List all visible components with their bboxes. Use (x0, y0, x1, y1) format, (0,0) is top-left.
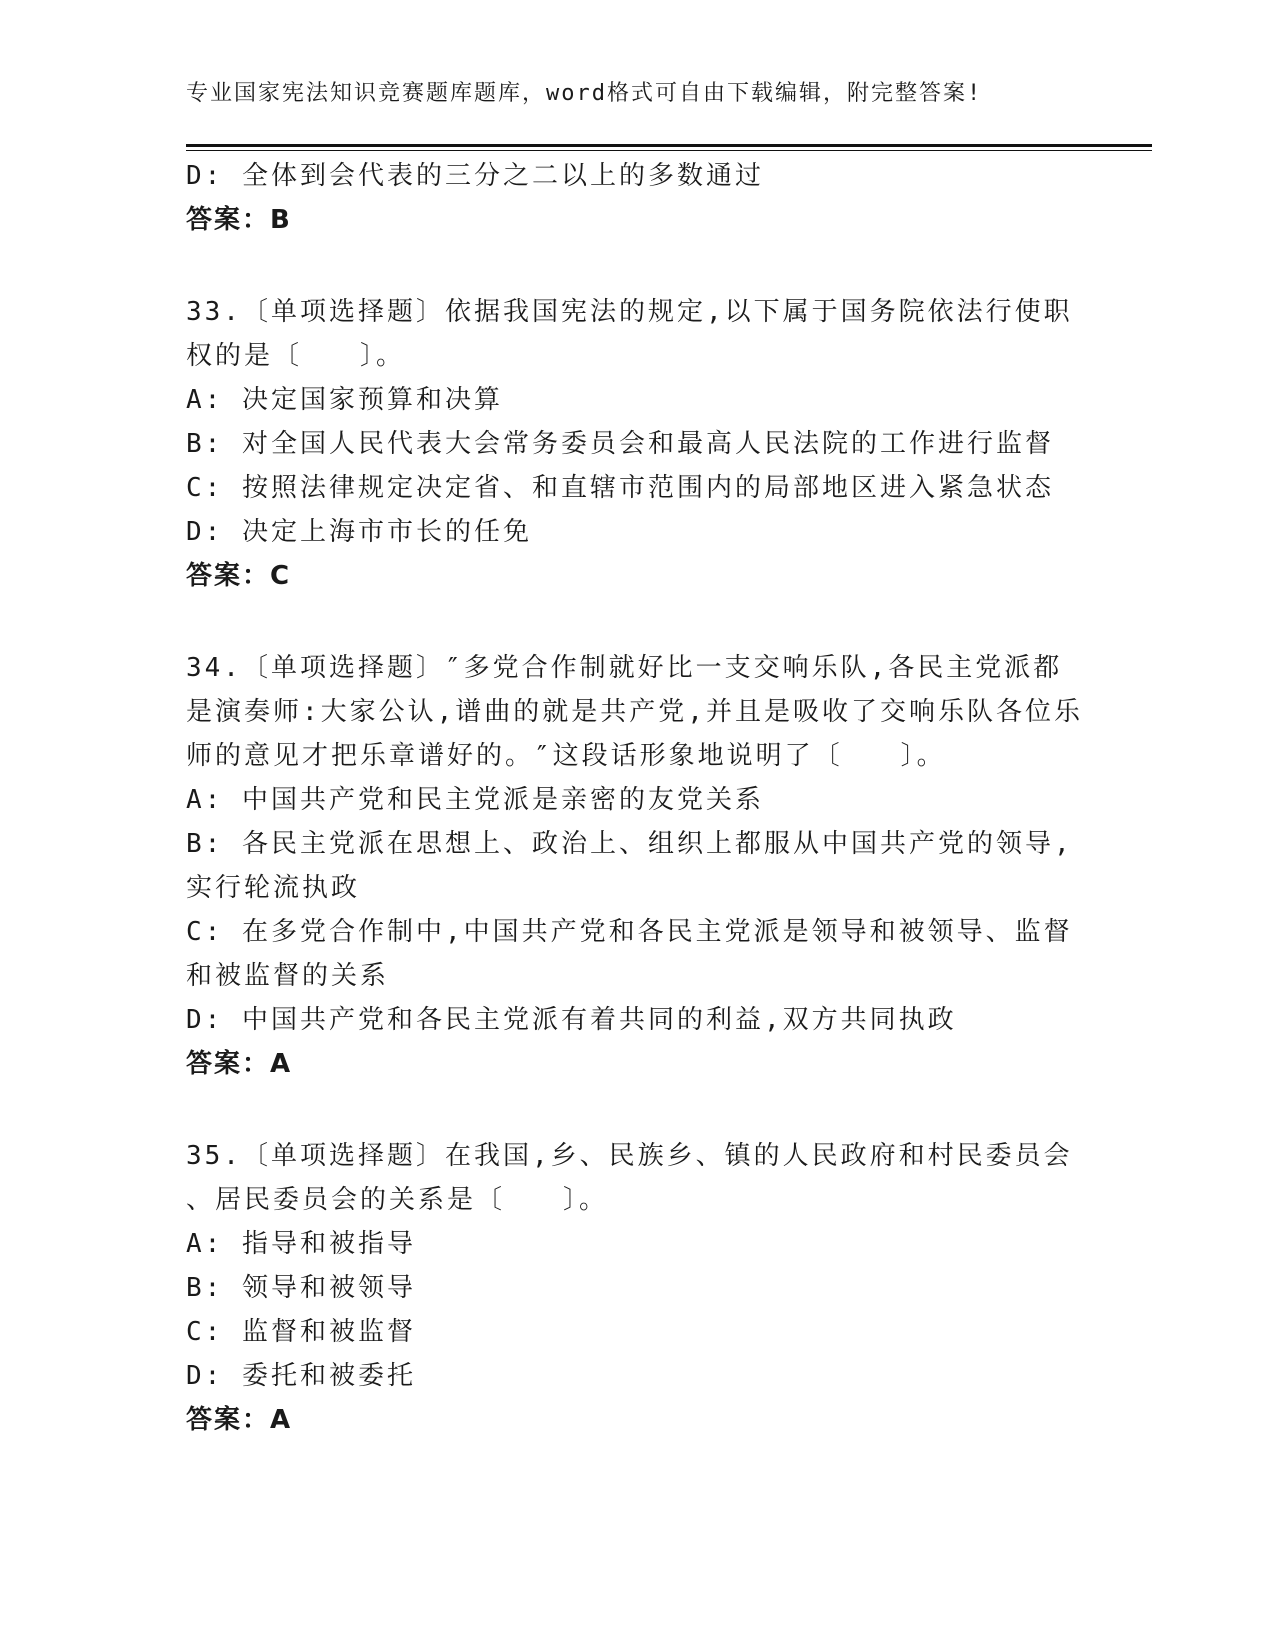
q35-option-c: C: 监督和被监督 (186, 1317, 416, 1347)
q33-option-c: C: 按照法律规定决定省、和直辖市范围内的局部地区进入紧急状态 (186, 473, 1054, 503)
q34-stem-line3: 师的意见才把乐章谱好的。″这段话形象地说明了〔 〕。 (186, 741, 946, 771)
q33-option-b: B: 对全国人民代表大会常务委员会和最高人民法院的工作进行监督 (186, 429, 1054, 459)
q34-option-c-line1: C: 在多党合作制中,中国共产党和各民主党派是领导和被领导、监督 (186, 917, 1073, 947)
q34-option-b-line2: 实行轮流执政 (186, 873, 361, 903)
header-text: 专业国家宪法知识竞赛题库题库，word格式可自由下载编辑，附完整答案! (186, 81, 983, 106)
q34-stem-line1: 34.〔单项选择题〕″多党合作制就好比一支交响乐队,各民主党派都 (186, 653, 1063, 683)
q34-option-b-line1: B: 各民主党派在思想上、政治上、组织上都服从中国共产党的领导, (186, 829, 1073, 859)
q35-stem-line2: 、居民委员会的关系是〔 〕。 (186, 1185, 609, 1215)
q33-answer: 答案：C (186, 561, 292, 591)
q34-answer: 答案：A (186, 1049, 293, 1079)
q32-answer: 答案：B (186, 205, 292, 235)
q35-option-b: B: 领导和被领导 (186, 1273, 416, 1303)
header-rule-thick (186, 144, 1152, 147)
q34-stem-line2: 是演奏师:大家公认,谱曲的就是共产党,并且是吸收了交响乐队各位乐 (186, 697, 1083, 727)
q32-option-d: D: 全体到会代表的三分之二以上的多数通过 (186, 161, 764, 191)
q33-option-d: D: 决定上海市市长的任免 (186, 517, 532, 547)
header-rule-thin (186, 150, 1152, 151)
q34-option-d: D: 中国共产党和各民主党派有着共同的利益,双方共同执政 (186, 1005, 957, 1035)
q33-option-a: A: 决定国家预算和决算 (186, 385, 503, 415)
q35-option-a: A: 指导和被指导 (186, 1229, 416, 1259)
q35-answer: 答案：A (186, 1405, 293, 1435)
q35-option-d: D: 委托和被委托 (186, 1361, 416, 1391)
q35-stem-line1: 35.〔单项选择题〕在我国,乡、民族乡、镇的人民政府和村民委员会 (186, 1141, 1073, 1171)
q34-option-c-line2: 和被监督的关系 (186, 961, 390, 991)
q33-stem-line2: 权的是〔 〕。 (186, 341, 406, 371)
q33-stem-line1: 33.〔单项选择题〕依据我国宪法的规定,以下属于国务院依法行使职 (186, 297, 1073, 327)
q34-option-a: A: 中国共产党和民主党派是亲密的友党关系 (186, 785, 764, 815)
